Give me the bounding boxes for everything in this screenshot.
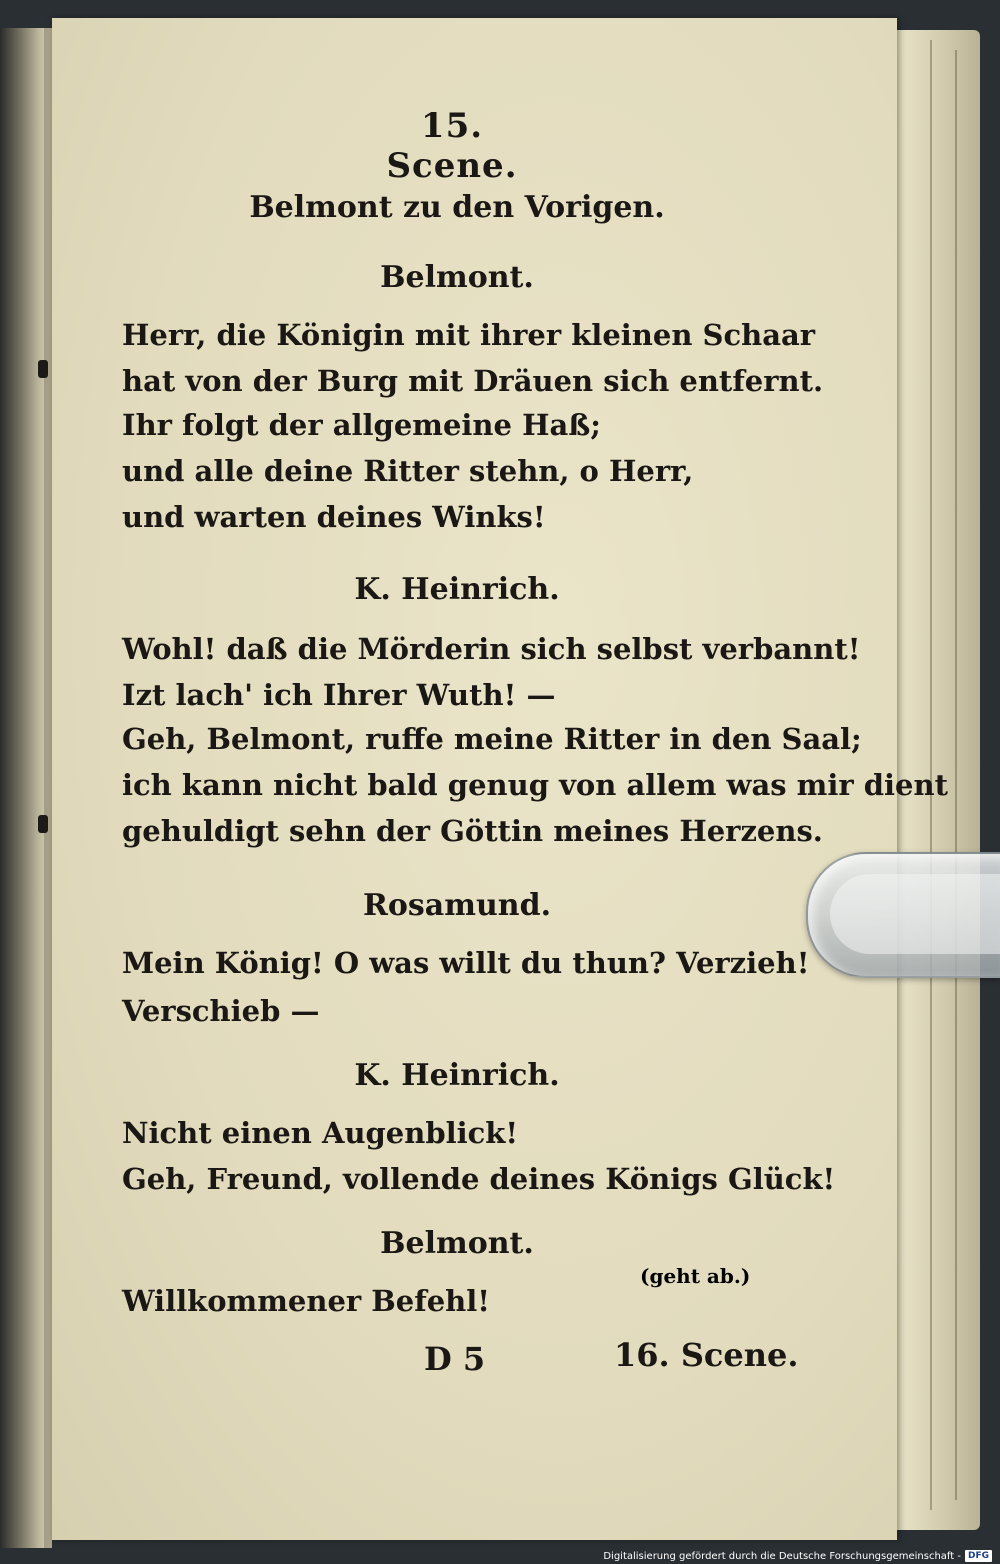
binding-thread — [38, 815, 48, 833]
page-edge-line — [955, 50, 957, 1500]
speaker-name: Rosamund. — [362, 888, 552, 923]
stage-direction: Belmont zu den Vorigen. — [249, 190, 665, 225]
verse-line: Izt lach' ich Ihrer Wuth! — — [122, 678, 556, 712]
book-page — [52, 18, 948, 1540]
speaker-name: Belmont. — [380, 260, 534, 295]
digitization-credit — [603, 1549, 992, 1563]
binding-thread — [38, 360, 48, 378]
verse-line: Ihr folgt der allgemeine Haß; — [122, 408, 601, 442]
verse-line: Geh, Belmont, ruffe meine Ritter in den Saal; — [122, 722, 862, 756]
verse-line: und alle deine Ritter stehn, o Herr, — [122, 454, 694, 488]
clip-highlight — [830, 874, 1000, 954]
verse-line: Verschieb — — [122, 994, 320, 1028]
signature-mark: D 5 — [424, 1340, 486, 1378]
catchword: 16. Scene. — [614, 1336, 799, 1374]
verse-line: Geh, Freund, vollende deines Königs Glück! — [122, 1162, 836, 1196]
verse-line: Wohl! daß die Mörderin sich selbst verbannt! — [122, 632, 861, 666]
verse-line: hat von der Burg mit Dräuen sich entfernt. — [122, 364, 824, 398]
verse-line: Mein König! O was willt du thun? Verzieh! — [122, 946, 810, 980]
verse-line: gehuldigt sehn der Göttin meines Herzens. — [122, 814, 823, 848]
glass-page-clip — [806, 852, 1000, 978]
credit-text: Digitalisierung gefördert durch die Deutsche Forschungsgemeinschaft - — [603, 1550, 961, 1562]
verse-line: und warten deines Winks! — [122, 500, 546, 534]
dfg-logo: DFG — [965, 1550, 992, 1562]
verse-line: Herr, die Königin mit ihrer kleinen Schaar — [122, 318, 816, 352]
scene-header: 15. Scene. — [386, 106, 518, 186]
speaker-name: Belmont. — [380, 1226, 534, 1261]
speaker-name: K. Heinrich. — [354, 1058, 560, 1093]
speaker-name: K. Heinrich. — [354, 572, 560, 607]
verse-line: ich kann nicht bald genug von allem was mir dient — [122, 768, 948, 802]
verse-line: Willkommener Befehl! — [122, 1284, 490, 1318]
left-page-shadow — [44, 28, 52, 1548]
exit-direction: (geht ab.) — [640, 1264, 751, 1288]
verse-line: Nicht einen Augenblick! — [122, 1116, 519, 1150]
